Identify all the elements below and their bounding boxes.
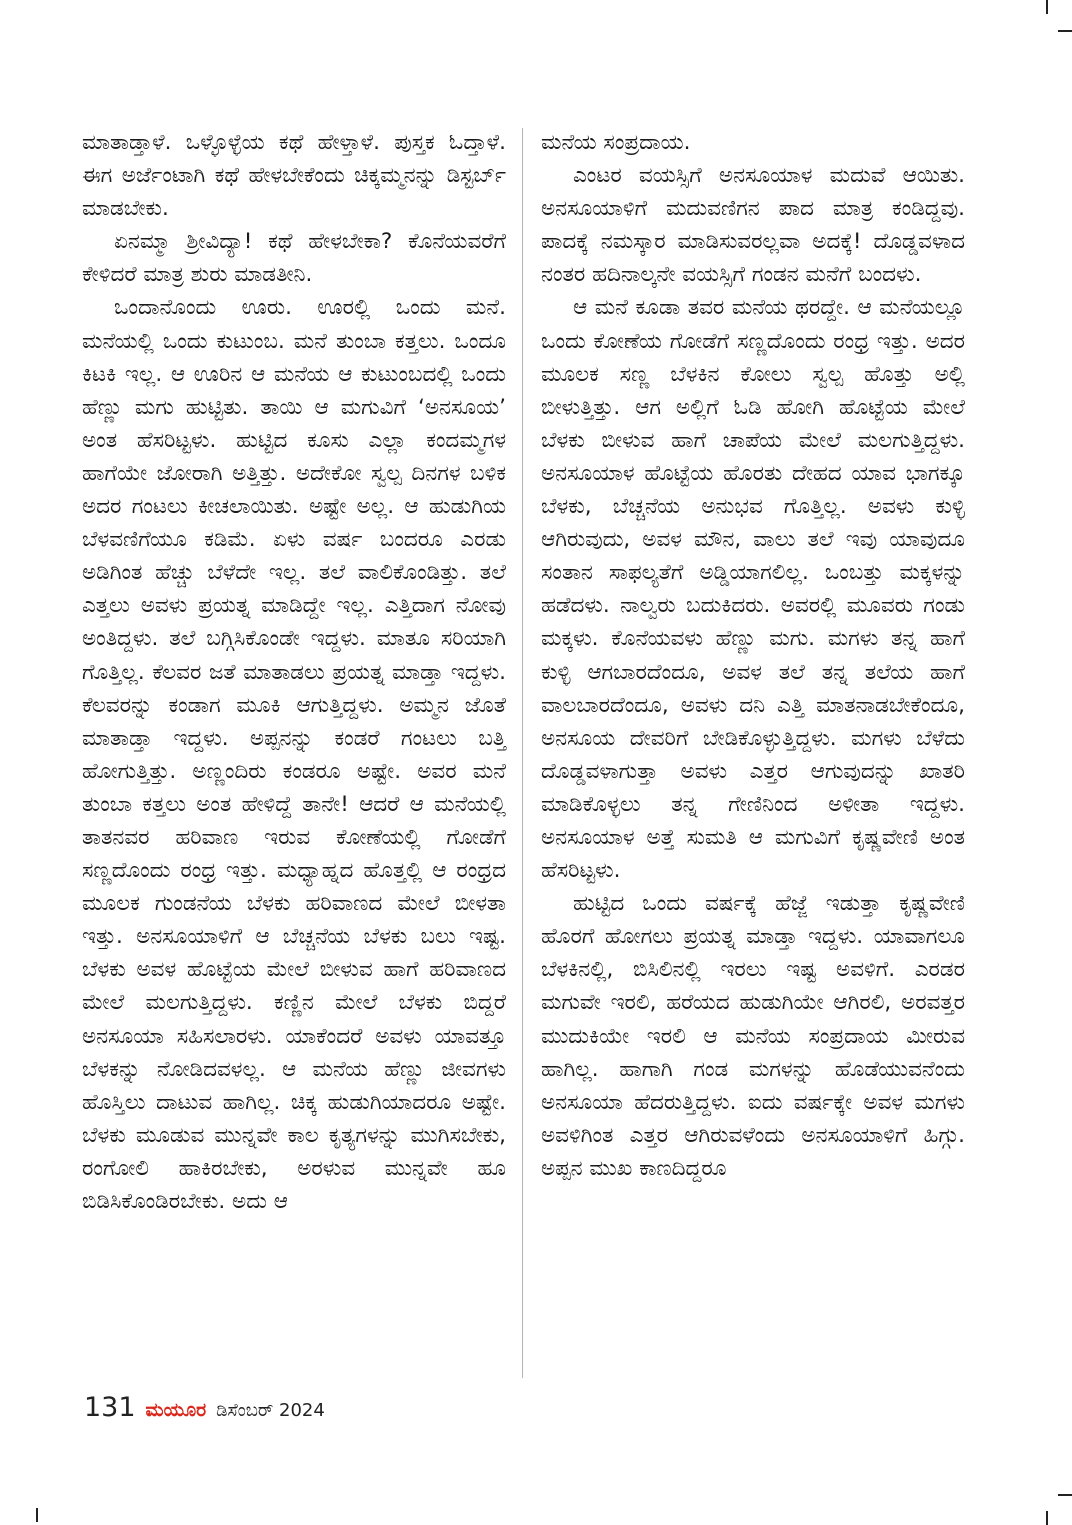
paragraph: ಏನಮ್ಮಾ ಶ್ರೀವಿದ್ಯಾ! ಕಥೆ ಹೇಳಬೇಕಾ? ಕೊನೆಯವರೆಗೆ ಕೇಳಿದರೆ ಮಾತ್ರ ಶುರು ಮಾಡತೀನಿ. [82, 229, 506, 288]
paragraph: ಹುಟ್ಟಿದ ಒಂದು ವರ್ಷಕ್ಕೆ ಹೆಜ್ಜೆ ಇಡುತ್ತಾ ಕೃಷ್ಣವೇಣಿ ಹೊರಗೆ ಹೋಗಲು ಪ್ರಯತ್ನ ಮಾಡ್ತಾ ಇದ್ದಳು. ಯಾವಾಗಲೂ ಬೆಳಕಿನಲ್ಲಿ, ಬಿಸಿಲಿನಲ್ಲಿ ಇರಲು ಇಷ್ಟ ಅವಳಿಗೆ. ಎರಡರ ಮಗುವೇ ಇರಲಿ, ಹರೆಯದ ಹುಡುಗಿಯೇ ಆಗಿರಲಿ, ಅರವತ್ತರ ಮುದುಕಿಯೇ ಇರಲಿ ಆ ಮನೆಯ ಸಂಪ್ರದಾಯ ಮೀರುವ ಹಾಗಿಲ್ಲ. ಹಾಗಾಗಿ ಗಂಡ ಮಗಳನ್ನು ಹೊಡೆಯುವನೆಂದು ಅನಸೂಯಾ ಹೆದರುತ್ತಿದ್ದಳು. ಐದು ವರ್ಷಕ್ಕೇ ಅವಳ ಮಗಳು ಅವಳಿಗಿಂತ ಎತ್ತರ ಆಗಿರುವಳೆಂದು ಅನಸೂಯಾಳಿಗೆ ಹಿಗ್ಗು. ಅಪ್ಪನ ಮುಖ ಕಾಣದಿದ್ದರೂ [541, 891, 965, 1181]
crop-mark-top [1046, 0, 1048, 14]
paragraph: ಮಾತಾಡ್ತಾಳೆ. ಒಳ್ಳೊಳ್ಳೆಯ ಕಥೆ ಹೇಳ್ತಾಳೆ. ಪುಸ್ತಕ ಓದ್ತಾಳೆ. ಈಗ ಅರ್ಜೆಂಟಾಗಿ ಕಥೆ ಹೇಳಬೇಕೆಂದು ಚಿಕ್ಕಮ್ಮನನ್ನು ಡಿಸ್ಟರ್ಬ್ ಮಾಡಬೇಕು. [82, 130, 506, 222]
page-number: 131 [84, 1392, 136, 1423]
paragraph: ಮನೆಯ ಸಂಪ್ರದಾಯ. [541, 130, 691, 155]
crop-mark-top-left [36, 1508, 38, 1522]
column-divider [522, 128, 523, 1378]
magazine-logo: ಮಯೂರ [145, 1399, 207, 1421]
crop-mark-bottom-right [1058, 1494, 1072, 1496]
crop-mark-bottom [1046, 1511, 1048, 1525]
paragraph: ಒಂದಾನೊಂದು ಊರು. ಊರಲ್ಲಿ ಒಂದು ಮನೆ. ಮನೆಯಲ್ಲಿ ಒಂದು ಕುಟುಂಬ. ಮನೆ ತುಂಬಾ ಕತ್ತಲು. ಒಂದೂ ಕಿಟಕಿ ಇಲ್ಲ. ಆ ಊರಿನ ಆ ಮನೆಯ ಆ ಕುಟುಂಬದಲ್ಲಿ ಒಂದು ಹೆಣ್ಣು ಮಗು ಹುಟ್ಟಿತು. ತಾಯಿ ಆ ಮಗುವಿಗೆ ‘ಅನಸೂಯ’ ಅಂತ ಹೆಸರಿಟ್ಟಳು. ಹುಟ್ಟಿದ ಕೂಸು ಎಲ್ಲಾ ಕಂದಮ್ಮಗಳ ಹಾಗೆಯೇ ಜೋರಾಗಿ ಅತ್ತಿತ್ತು. ಅದೇಕೋ ಸ್ವಲ್ಪ ದಿನಗಳ ಬಳಿಕ ಅದರ ಗಂಟಲು ಕೀಚಲಾಯಿತು. ಅಷ್ಟೇ ಅಲ್ಲ. ಆ ಹುಡುಗಿಯ ಬೆಳವಣಿಗೆಯೂ ಕಡಿಮೆ. ಏಳು ವರ್ಷ ಬಂದರೂ ಎರಡು ಅಡಿಗಿಂತ ಹೆಚ್ಚು ಬೆಳೆದೇ ಇಲ್ಲ. ತಲೆ ವಾಲಿಕೊಂಡಿತ್ತು. ತಲೆ ಎತ್ತಲು ಅವಳು ಪ್ರಯತ್ನ ಮಾಡಿದ್ದೇ ಇಲ್ಲ. ಎತ್ತಿದಾಗ ನೋವು ಅಂತಿದ್ದಳು. ತಲೆ ಬಗ್ಗಿಸಿಕೊಂಡೇ ಇದ್ದಳು. ಮಾತೂ ಸರಿಯಾಗಿ ಗೊತ್ತಿಲ್ಲ. ಕೆಲವರ ಜತೆ ಮಾತಾಡಲು ಪ್ರಯತ್ನ ಮಾಡ್ತಾ ಇದ್ದಳು. ಕೆಲವರನ್ನು ಕಂಡಾಗ ಮೂಕಿ ಆಗುತ್ತಿದ್ದಳು. ಅಮ್ಮನ ಜೊತೆ ಮಾತಾಡ್ತಾ ಇದ್ದಳು. ಅಪ್ಪನನ್ನು ಕಂಡರೆ ಗಂಟಲು ಬತ್ತಿ ಹೋಗುತ್ತಿತ್ತು. ಅಣ್ಣಂದಿರು ಕಂಡರೂ ಅಷ್ಟೇ. ಅವರ ಮನೆ ತುಂಬಾ ಕತ್ತಲು ಅಂತ ಹೇಳಿದ್ದೆ ತಾನೇ! ಆದರೆ ಆ ಮನೆಯಲ್ಲಿ ತಾತನವರ ಹರಿವಾಣ ಇರುವ ಕೋಣೆಯಲ್ಲಿ ಗೋಡೆಗೆ ಸಣ್ಣದೊಂದು ರಂಧ್ರ ಇತ್ತು. ಮಧ್ಯಾಹ್ನದ ಹೊತ್ತಲ್ಲಿ ಆ ರಂಧ್ರದ ಮೂಲಕ ಗುಂಡನೆಯ ಬೆಳಕು ಹರಿವಾಣದ ಮೇಲೆ ಬೀಳತಾ ಇತ್ತು. ಅನಸೂಯಾಳಿಗೆ ಆ ಬೆಚ್ಚನೆಯ ಬೆಳಕು ಬಲು ಇಷ್ಟ. ಬೆಳಕು ಅವಳ ಹೊಟ್ಟೆಯ ಮೇಲೆ ಬೀಳುವ ಹಾಗೆ ಹರಿವಾಣದ ಮೇಲೆ ಮಲಗುತ್ತಿದ್ದಳು. ಕಣ್ಣಿನ ಮೇಲೆ ಬೆಳಕು ಬಿದ್ದರೆ ಅನಸೂಯಾ ಸಹಿಸಲಾರಳು. ಯಾಕೆಂದರೆ ಅವಳು ಯಾವತ್ತೂ ಬೆಳಕನ್ನು ನೋಡಿದವಳಲ್ಲ. ಆ ಮನೆಯ ಹೆಣ್ಣು ಜೀವಗಳು ಹೊಸ್ತಿಲು ದಾಟುವ ಹಾಗಿಲ್ಲ. ಚಿಕ್ಕ ಹುಡುಗಿಯಾದರೂ ಅಷ್ಟೇ. ಬೆಳಕು ಮೂಡುವ ಮುನ್ನವೇ ಕಾಲ ಕೃತ್ಯಗಳನ್ನು ಮುಗಿಸಬೇಕು, ರಂಗೋಲಿ ಹಾಕಿರಬೇಕು, ಅರಳುವ ಮುನ್ನವೇ ಹೂ ಬಿಡಿಸಿಕೊಂಡಿರಬೇಕು. ಅದು ಆ [82, 295, 506, 1214]
left-column [82, 126, 506, 1218]
right-column [541, 126, 965, 1185]
paragraph: ಎಂಟರ ವಯಸ್ಸಿಗೆ ಅನಸೂಯಾಳ ಮದುವೆ ಆಯಿತು. ಅನಸೂಯಾಳಿಗೆ ಮದುವಣಿಗನ ಪಾದ ಮಾತ್ರ ಕಂಡಿದ್ದವು. ಪಾದಕ್ಕೆ ನಮಸ್ಕಾರ ಮಾಡಿಸುವರಲ್ಲವಾ ಅದಕ್ಕೆ! ದೊಡ್ಡವಳಾದ ನಂತರ ಹದಿನಾಲ್ಕನೇ ವಯಸ್ಸಿಗೆ ಗಂಡನ ಮನೆಗೆ ಬಂದಳು. [541, 163, 965, 288]
issue-date: ಡಿಸೆಂಬರ್ 2024 [216, 1400, 325, 1421]
page-footer [84, 1392, 325, 1423]
crop-mark-right [1058, 30, 1072, 32]
paragraph: ಆ ಮನೆ ಕೂಡಾ ತವರ ಮನೆಯ ಥರದ್ದೇ. ಆ ಮನೆಯಲ್ಲೂ ಒಂದು ಕೋಣೆಯ ಗೋಡೆಗೆ ಸಣ್ಣದೊಂದು ರಂಧ್ರ ಇತ್ತು. ಅದರ ಮೂಲಕ ಸಣ್ಣ ಬೆಳಕಿನ ಕೋಲು ಸ್ವಲ್ಪ ಹೊತ್ತು ಅಲ್ಲಿ ಬೀಳುತ್ತಿತ್ತು. ಆಗ ಅಲ್ಲಿಗೆ ಓಡಿ ಹೋಗಿ ಹೊಟ್ಟೆಯ ಮೇಲೆ ಬೆಳಕು ಬೀಳುವ ಹಾಗೆ ಚಾಪೆಯ ಮೇಲೆ ಮಲಗುತ್ತಿದ್ದಳು. ಅನಸೂಯಾಳ ಹೊಟ್ಟೆಯ ಹೊರತು ದೇಹದ ಯಾವ ಭಾಗಕ್ಕೂ ಬೆಳಕು, ಬೆಚ್ಚನೆಯ ಅನುಭವ ಗೊತ್ತಿಲ್ಲ. ಅವಳು ಕುಳ್ಳಿ ಆಗಿರುವುದು, ಅವಳ ಮೌನ, ವಾಲು ತಲೆ ಇವು ಯಾವುದೂ ಸಂತಾನ ಸಾಫಲ್ಯತೆಗೆ ಅಡ್ಡಿಯಾಗಲಿಲ್ಲ. ಒಂಬತ್ತು ಮಕ್ಕಳನ್ನು ಹಡೆದಳು. ನಾಲ್ವರು ಬದುಕಿದರು. ಅವರಲ್ಲಿ ಮೂವರು ಗಂಡು ಮಕ್ಕಳು. ಕೊನೆಯವಳು ಹೆಣ್ಣು ಮಗು. ಮಗಳು ತನ್ನ ಹಾಗೆ ಕುಳ್ಳಿ ಆಗಬಾರದೆಂದೂ, ಅವಳ ತಲೆ ತನ್ನ ತಲೆಯ ಹಾಗೆ ವಾಲಬಾರದೆಂದೂ, ಅವಳು ದನಿ ಎತ್ತಿ ಮಾತನಾಡಬೇಕೆಂದೂ, ಅನಸೂಯ ದೇವರಿಗೆ ಬೇಡಿಕೊಳ್ಳುತ್ತಿದ್ದಳು. ಮಗಳು ಬೆಳೆದು ದೊಡ್ಡವಳಾಗುತ್ತಾ ಅವಳು ಎತ್ತರ ಆಗುವುದನ್ನು ಖಾತರಿ ಮಾಡಿಕೊಳ್ಳಲು ತನ್ನ ಗೇಣಿನಿಂದ ಅಳೀತಾ ಇದ್ದಳು. ಅನಸೂಯಾಳ ಅತ್ತೆ ಸುಮತಿ ಆ ಮಗುವಿಗೆ ಕೃಷ್ಣವೇಣಿ ಅಂತ ಹೆಸರಿಟ್ಟಳು. [541, 295, 965, 884]
